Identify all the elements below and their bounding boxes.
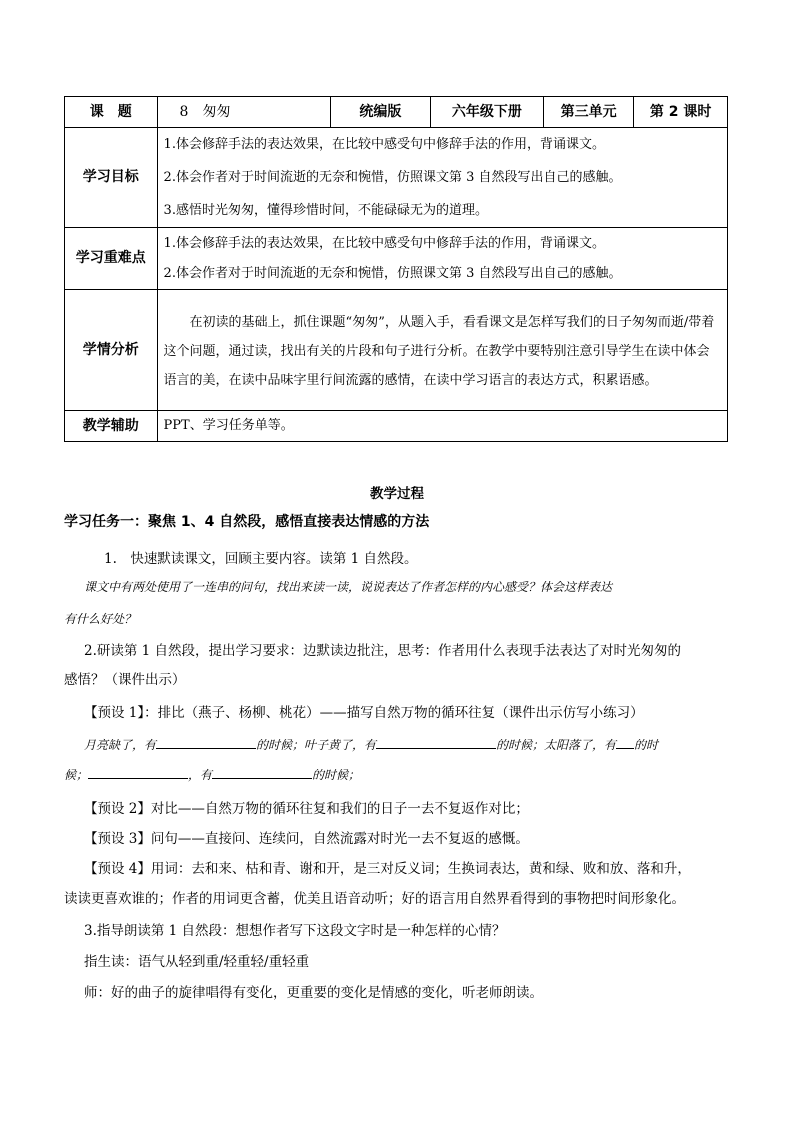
edition: 统编版 <box>330 97 430 128</box>
table-row <box>65 128 728 228</box>
goal-item: 2.体会作者对于时间流逝的无奈和惋惜，仿照课文第 3 自然段写出自己的感触。 <box>163 170 622 185</box>
step2-line2: 感悟？（课件出示） <box>64 672 186 688</box>
difficulties-label: 学习重难点 <box>65 228 158 290</box>
step2-line1: 2.研读第 1 自然段，提出学习要求：边默读边批注，思考：作者用什么表现手法表达了对时光匆匆的 <box>84 643 682 659</box>
fill-blank[interactable] <box>88 766 188 779</box>
lesson-info-table <box>64 96 728 442</box>
fill-blank[interactable] <box>212 766 312 779</box>
table-row <box>65 411 728 442</box>
analysis-text: 在初读的基础上，抓住课题“匆匆”，从题入手，看看课文是怎样写我们的日子匆匆而逝/带着这个问题，通过读，找出有关的片段和句子进行分析。在教学中要特别注意引导学生在读中体会语言的美，在读中品味字里行间流露的感情，在读中学习语言的表达方式，积累语感。 <box>163 314 715 388</box>
process-title: 教学过程 <box>370 486 424 502</box>
course-label: 课 题 <box>65 97 158 128</box>
fill-text: 的时候； <box>312 768 361 782</box>
fill-text: ，有 <box>188 768 213 782</box>
goals-cell <box>157 128 727 228</box>
fill-text: 的时 <box>634 738 659 752</box>
goal-item: 1.体会修辞手法的表达效果，在比较中感受句中修辞手法的作用，背诵课文。 <box>163 137 605 152</box>
guide-text: 指生读：语气从轻到重/轻重轻/重轻重 <box>84 954 310 970</box>
fill-exercise-line1 <box>84 736 658 753</box>
table-row <box>65 97 728 128</box>
fill-text: 的时候；太阳落了，有 <box>496 738 617 752</box>
preset3-text: 【预设 3】问句——直接问、连续问，自然流露对时光一去不复返的感慨。 <box>84 831 529 847</box>
fill-text: 的时候；叶子黄了，有 <box>256 738 377 752</box>
fill-blank[interactable] <box>376 736 496 749</box>
preset2-text: 【预设 2】对比——自然万物的循环往复和我们的日子一去不复返作对比； <box>84 801 529 817</box>
goals-label: 学习目标 <box>65 128 158 228</box>
analysis-cell <box>157 290 727 411</box>
difficulties-cell <box>157 228 727 290</box>
table-row <box>65 228 728 290</box>
preset1-text: 【预设 1】：排比（燕子、杨柳、桃花）——描写自然万物的循环往复（课件出示仿写小练习） <box>84 705 644 721</box>
task1-title: 学习任务一：聚焦 1、4 自然段，感悟直接表达情感的方法 <box>64 514 430 530</box>
fill-blank[interactable] <box>616 736 634 749</box>
period: 第 2 课时 <box>634 97 728 128</box>
difficulty-item: 2.体会作者对于时间流逝的无奈和惋惜，仿照课文第 3 自然段写出自己的感触。 <box>163 265 622 281</box>
lesson-title: 8 匆匆 <box>157 97 330 128</box>
analysis-label: 学情分析 <box>65 290 158 411</box>
aids-label: 教学辅助 <box>65 411 158 442</box>
fill-text: 候； <box>64 768 89 782</box>
preset4-line2: 读读更喜欢谁的；作者的用词更含蓄，优美且语音动听；好的语言用自然界看得到的事物把时间形象化。 <box>64 891 685 907</box>
teacher-text: 师：好的曲子的旋律唱得有变化，更重要的变化是情感的变化，听老师朗读。 <box>84 985 543 1001</box>
question1-line1: 课文中有两处使用了一连串的问句，找出来读一读，说说表达了作者怎样的内心感受？体会这样表达 <box>84 580 613 594</box>
fill-exercise-line2 <box>64 766 360 783</box>
step1-text: 1. 快速默读课文，回顾主要内容。读第 1 自然段。 <box>104 551 418 567</box>
goal-item: 3.感悟时光匆匆，懂得珍惜时间，不能碌碌无为的道理。 <box>163 203 488 218</box>
preset4-line1: 【预设 4】用词：去和来、枯和青、谢和开，是三对反义词；生换词表达，黄和绿、败和放、落和升， <box>84 861 691 877</box>
fill-text: 月亮缺了，有 <box>84 738 157 752</box>
grade: 六年级下册 <box>430 97 543 128</box>
aids-text: PPT、学习任务单等。 <box>157 411 727 442</box>
step3-text: 3.指导朗读第 1 自然段：想想作者写下这段文字时是一种怎样的心情？ <box>84 923 506 939</box>
difficulty-item: 1.体会修辞手法的表达效果，在比较中感受句中修辞手法的作用，背诵课文。 <box>163 235 605 251</box>
fill-blank[interactable] <box>156 736 256 749</box>
unit: 第三单元 <box>543 97 633 128</box>
question1-line2: 有什么好处？ <box>64 612 137 626</box>
table-row <box>65 290 728 411</box>
